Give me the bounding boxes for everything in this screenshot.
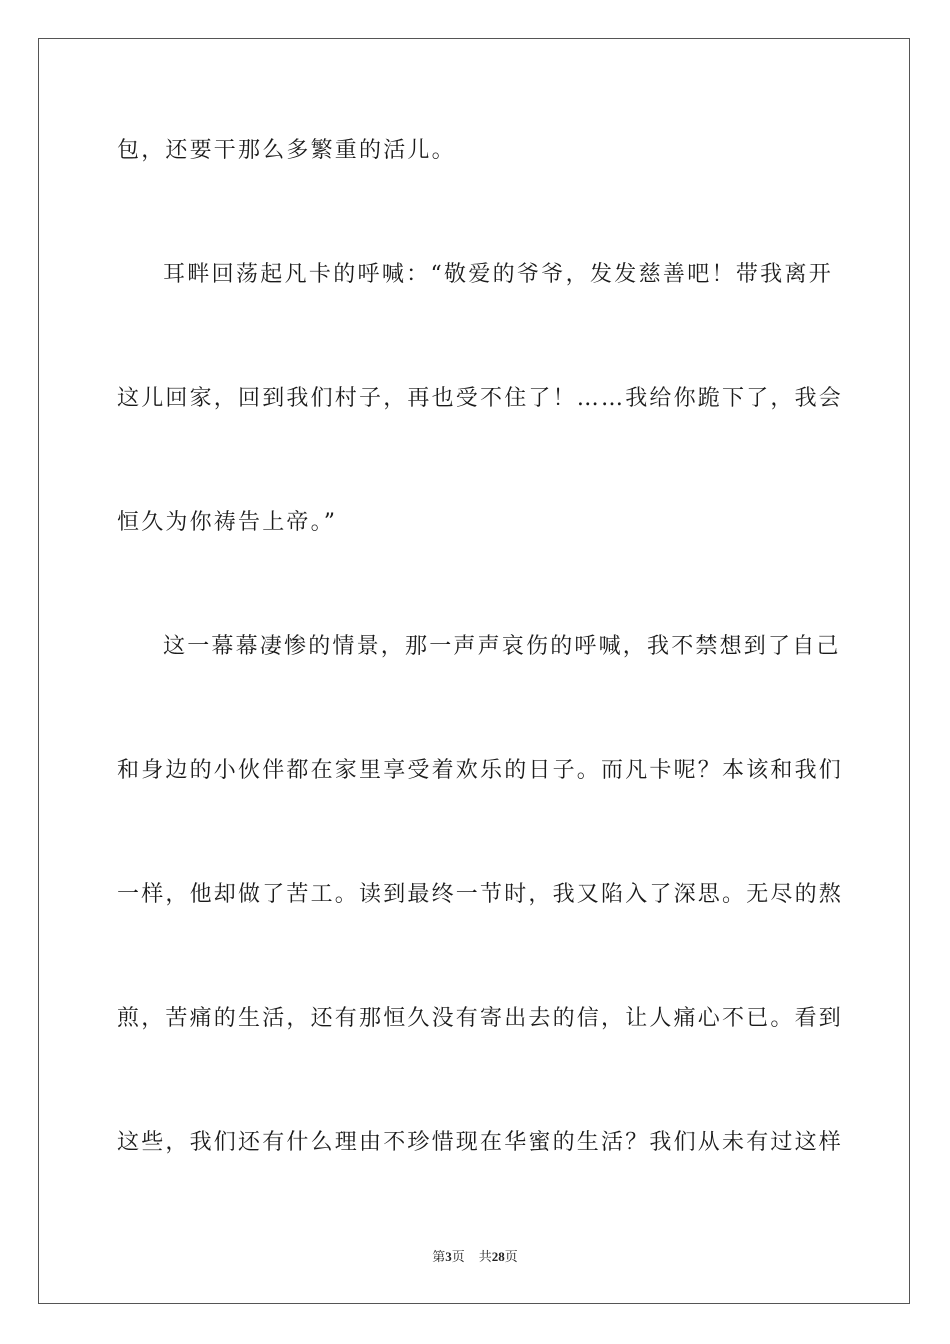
text-line-3: 这儿回家，回到我们村子，再也受不住了！……我给你跪下了，我会 bbox=[117, 386, 844, 411]
footer-page-number: 3 bbox=[445, 1249, 452, 1264]
text-line-2: 耳畔回荡起凡卡的呼喊：“敬爱的爷爷，发发慈善吧！带我离开 bbox=[163, 262, 833, 287]
footer-page-suffix: 页 bbox=[451, 1250, 465, 1265]
page-footer bbox=[0, 1246, 950, 1265]
text-line-4: 恒久为你祷告上帝。” bbox=[117, 510, 338, 535]
text-line-9: 这些，我们还有什么理由不珍惜现在华蜜的生活？我们从未有过这样 bbox=[117, 1130, 844, 1155]
footer-page-prefix: 第 bbox=[432, 1250, 446, 1265]
text-line-8: 煎，苦痛的生活，还有那恒久没有寄出去的信，让人痛心不已。看到 bbox=[117, 1006, 844, 1031]
footer-total-pages: 28 bbox=[491, 1249, 505, 1264]
text-line-7: 一样，他却做了苦工。读到最终一节时，我又陷入了深思。无尽的熬 bbox=[117, 882, 844, 907]
footer-total-prefix: 共 bbox=[478, 1250, 492, 1265]
text-line-1: 包，还要干那么多繁重的活儿。 bbox=[117, 138, 456, 163]
page-border bbox=[38, 38, 910, 1304]
text-line-6: 和身边的小伙伴都在家里享受着欢乐的日子。而凡卡呢？本该和我们 bbox=[117, 758, 844, 783]
footer-total-suffix: 页 bbox=[504, 1250, 518, 1265]
text-line-5: 这一幕幕凄惨的情景，那一声声哀伤的呼喊，我不禁想到了自己 bbox=[163, 634, 841, 659]
